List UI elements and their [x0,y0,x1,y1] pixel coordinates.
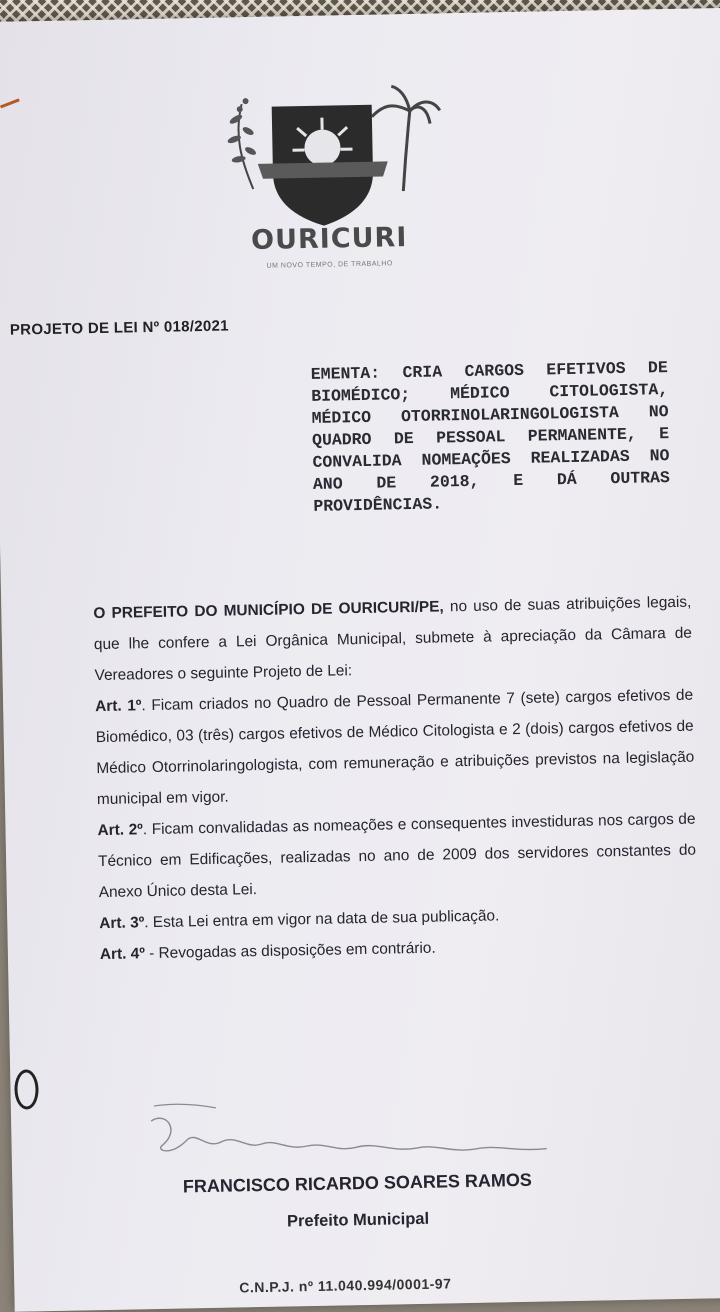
article-label: Art. 2º [97,821,143,839]
preamble-paragraph [11,587,693,693]
article-text: . Esta Lei entra em vigor na data de sua publicação. [144,907,499,931]
article-text: - Revogadas as disposições em contrário. [145,940,436,963]
ementa-summary: EMENTA: CRIA CARGOS EFETIVOS DE BIOMÉDICO; MÉDICO CITOLOGISTA, MÉDICO OTORRINOLARINGOLOGISTA NO QUADRO DE PESSOAL PERMANENTE, E CONVALIDA NOMEAÇÕES REALIZADAS NO ANO DE 2018, E DÁ OUTRAS PROVIDÊNCIAS. [311,357,671,518]
article-2 [15,804,697,910]
logo-tagline: UM NOVO TEMPO, DE TRABALHO [255,260,405,270]
footer-cnpj: C.N.P.J. nº 11.040.994/0001-97 [239,1275,451,1295]
article-text: . Ficam criados no Quadro de Pessoal Permanente 7 (sete) cargos efetivos de Biomédico, 03 (três) cargos efetivos de Médico Citologista e 2 (dois) cargos efetivos de Médico Otorrinolaringologista, com remuneração e atribuições previstos na legislação municipal em vigor. [96,687,695,808]
article-1 [13,680,695,817]
coat-of-arms-logo [211,75,445,289]
ink-mark [0,98,23,117]
article-text: . Ficam convalidadas as nomeações e consequentes investiduras nos cargos de Técnico em Edificações, realizadas no ano de 2009 dos servidores constantes do Anexo Único desta Lei. [98,811,696,901]
municipality-logo-name: OURICURI [244,222,415,256]
handwritten-signature [136,1093,567,1171]
signatory-role: Prefeito Municipal [163,1207,553,1233]
signatory-name: FRANCISCO RICARDO SOARES RAMOS [162,1169,552,1197]
law-body [11,587,698,972]
project-title: PROJETO DE LEI Nº 018/2021 [10,317,229,338]
article-label: Art. 3º [99,914,144,932]
preamble-author: O PREFEITO DO MUNICÍPIO DE OURICURI/PE, [93,598,444,622]
article-label: Art. 1º [95,697,142,715]
article-label: Art. 4º [100,945,145,963]
document-page [0,8,720,1312]
margin-mark [14,1069,39,1109]
preamble-text: no uso de suas atribuições legais, que lhe confere a Lei Orgânica Municipal, submete à apreciação da Câmara de Vereadores o seguinte Projeto de Lei: [94,594,692,684]
